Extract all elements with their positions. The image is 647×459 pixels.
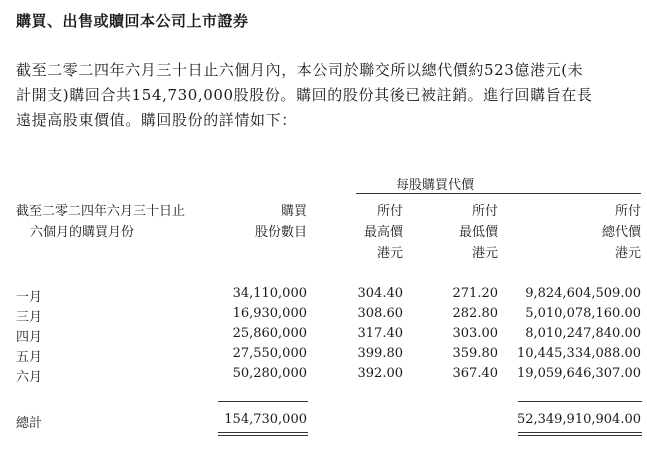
table-row bbox=[0, 306, 647, 326]
high-price-cell: 392.00 bbox=[357, 366, 403, 381]
total-shares-cell: 154,730,000 bbox=[224, 412, 307, 427]
table-row bbox=[0, 346, 647, 366]
total-label: 總計 bbox=[16, 416, 43, 431]
total-cell: 5,010,078,160.00 bbox=[525, 306, 641, 321]
total-consideration-cell: 52,349,910,904.00 bbox=[516, 412, 641, 427]
high-price-cell: 304.40 bbox=[357, 286, 403, 301]
shares-cell: 16,930,000 bbox=[232, 306, 307, 321]
total-consideration-column-header: 所付 總代價 港元 bbox=[601, 204, 641, 261]
section-heading: 購買、出售或贖回本公司上市證券 bbox=[16, 12, 249, 30]
low-price-cell: 282.80 bbox=[452, 306, 498, 321]
shares-cell: 50,280,000 bbox=[232, 366, 307, 381]
double-rule-consideration-1 bbox=[518, 432, 642, 433]
low-price-cell: 303.00 bbox=[452, 326, 498, 341]
double-rule-shares-1 bbox=[218, 432, 308, 433]
paragraph-line: 遠提高股東價值。購回股份的詳情如下： bbox=[16, 111, 297, 129]
month-cell: 五月 bbox=[16, 350, 43, 365]
highest-price-column-header: 所付 最高價 港元 bbox=[363, 204, 403, 261]
shares-cell: 25,860,000 bbox=[232, 326, 307, 341]
table-row bbox=[0, 326, 647, 346]
total-cell: 10,445,334,088.00 bbox=[516, 346, 641, 361]
high-price-cell: 399.80 bbox=[357, 346, 403, 361]
price-group-header: 每股購買代價 bbox=[395, 178, 474, 193]
total-top-rule-shares bbox=[218, 401, 308, 402]
month-cell: 三月 bbox=[16, 310, 43, 325]
body-paragraph bbox=[16, 58, 644, 133]
month-cell: 一月 bbox=[16, 290, 43, 305]
shares-cell: 27,550,000 bbox=[232, 346, 307, 361]
total-row bbox=[0, 412, 647, 432]
double-rule-shares-2 bbox=[218, 435, 308, 436]
month-cell: 六月 bbox=[16, 370, 43, 385]
low-price-cell: 271.20 bbox=[452, 286, 498, 301]
month-column-header: 截至二零二四年六月三十日止 六個月的購買月份 bbox=[16, 204, 186, 240]
total-cell: 9,824,604,509.00 bbox=[525, 286, 641, 301]
shares-cell: 34,110,000 bbox=[232, 286, 307, 301]
paragraph-line: 截至二零二四年六月三十日止六個月內，本公司於聯交所以總代價約523億港元(未 bbox=[16, 61, 584, 79]
paragraph-line: 計開支)購回合共154,730,000股股份。購回的股份其後已被註銷。進行回購旨在長 bbox=[16, 86, 593, 104]
low-price-cell: 359.80 bbox=[452, 346, 498, 361]
total-cell: 19,059,646,307.00 bbox=[516, 366, 641, 381]
high-price-cell: 308.60 bbox=[357, 306, 403, 321]
table-row bbox=[0, 366, 647, 386]
lowest-price-column-header: 所付 最低價 港元 bbox=[458, 204, 498, 261]
total-top-rule-consideration bbox=[518, 401, 642, 402]
double-rule-consideration-2 bbox=[518, 435, 642, 436]
group-header-rule bbox=[356, 193, 641, 194]
high-price-cell: 317.40 bbox=[357, 326, 403, 341]
table-row bbox=[0, 286, 647, 306]
shares-column-header: 購買 股份數目 bbox=[254, 204, 307, 240]
total-cell: 8,010,247,840.00 bbox=[525, 326, 641, 341]
month-cell: 四月 bbox=[16, 330, 43, 345]
low-price-cell: 367.40 bbox=[452, 366, 498, 381]
